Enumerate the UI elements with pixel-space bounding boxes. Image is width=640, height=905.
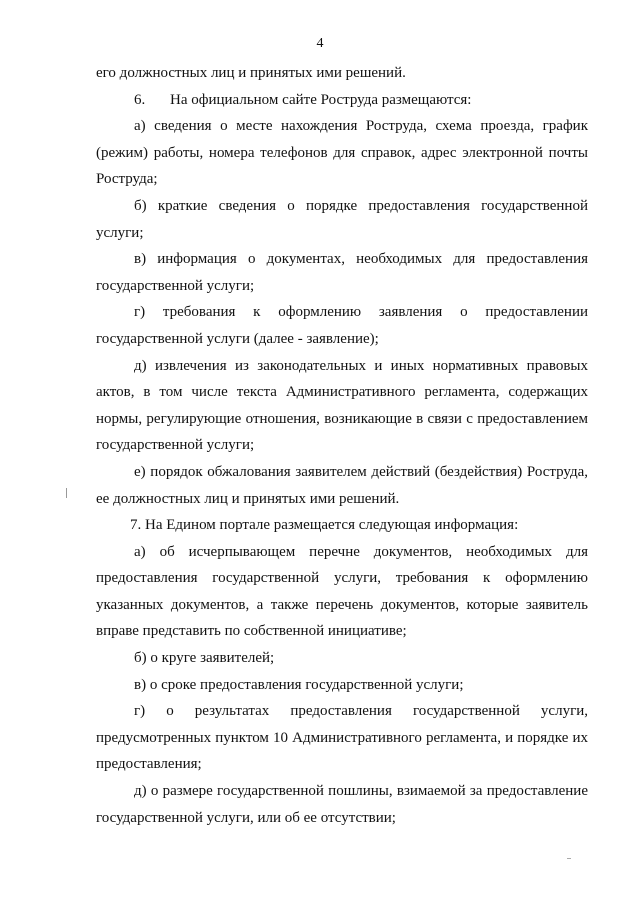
text-line: а) об исчерпывающем перечне документов, необходимых для <box>134 543 588 560</box>
text-line: в) о сроке предоставления государственной услуги; <box>134 676 464 693</box>
text-line: ее должностных лиц и принятых ими решений. <box>96 490 400 507</box>
text-line: вправе представить по собственной инициативе; <box>96 623 407 640</box>
text-line: а) сведения о месте нахождения Роструда, схема проезда, график <box>134 118 588 135</box>
page-number: 4 <box>316 36 324 51</box>
paragraph-heading: 7. На Едином портале размещается следующая информация: <box>130 517 519 534</box>
text-line: г) о результатах предоставления государственной услуги, <box>134 703 588 720</box>
document-body <box>96 60 588 831</box>
text-line: предоставления государственной услуги, требования к оформлению <box>96 570 588 587</box>
text-line: государственной услуги (далее - заявление); <box>96 330 379 347</box>
text-line: услуги; <box>96 224 144 241</box>
text-line: государственной услуги; <box>96 437 255 454</box>
text-line: е) порядок обжалования заявителем действий (бездействия) Роструда, <box>134 463 588 480</box>
scan-artifact <box>66 488 67 498</box>
scan-artifact <box>567 858 571 859</box>
text-line: в) информация о документах, необходимых для предоставления <box>134 251 588 268</box>
text-line: указанных документов, а также перечень документов, которые заявитель <box>96 596 588 613</box>
text-line: Роструда; <box>96 171 158 188</box>
text-line: нормы, регулирующие отношения, возникающие в связи с предоставлением <box>96 410 588 427</box>
text-line: государственной услуги, или об ее отсутствии; <box>96 809 396 826</box>
text-line: д) извлечения из законодательных и иных нормативных правовых <box>134 357 588 374</box>
paragraph-heading-text: На официальном сайте Роструда размещаются: <box>170 91 472 108</box>
text-line: предусмотренных пунктом 10 Административного регламента, и порядке их <box>96 729 588 746</box>
text-line: (режим) работы, номера телефонов для справок, адрес электронной почты <box>96 144 588 161</box>
text-line: б) о круге заявителей; <box>134 650 275 667</box>
text-line: предоставления; <box>96 756 202 773</box>
text-line: г) требования к оформлению заявления о предоставлении <box>134 304 588 321</box>
text-line: государственной услуги; <box>96 277 255 294</box>
text-line: б) краткие сведения о порядке предоставления государственной <box>134 197 588 214</box>
paragraph-heading <box>96 87 588 114</box>
text-line: его должностных лиц и принятых ими решений. <box>96 65 406 81</box>
paragraph-number: 6. <box>134 91 146 108</box>
text-line: д) о размере государственной пошлины, взимаемой за предоставление <box>134 783 588 800</box>
text-line: актов, в том числе текста Административного регламента, содержащих <box>96 384 588 401</box>
